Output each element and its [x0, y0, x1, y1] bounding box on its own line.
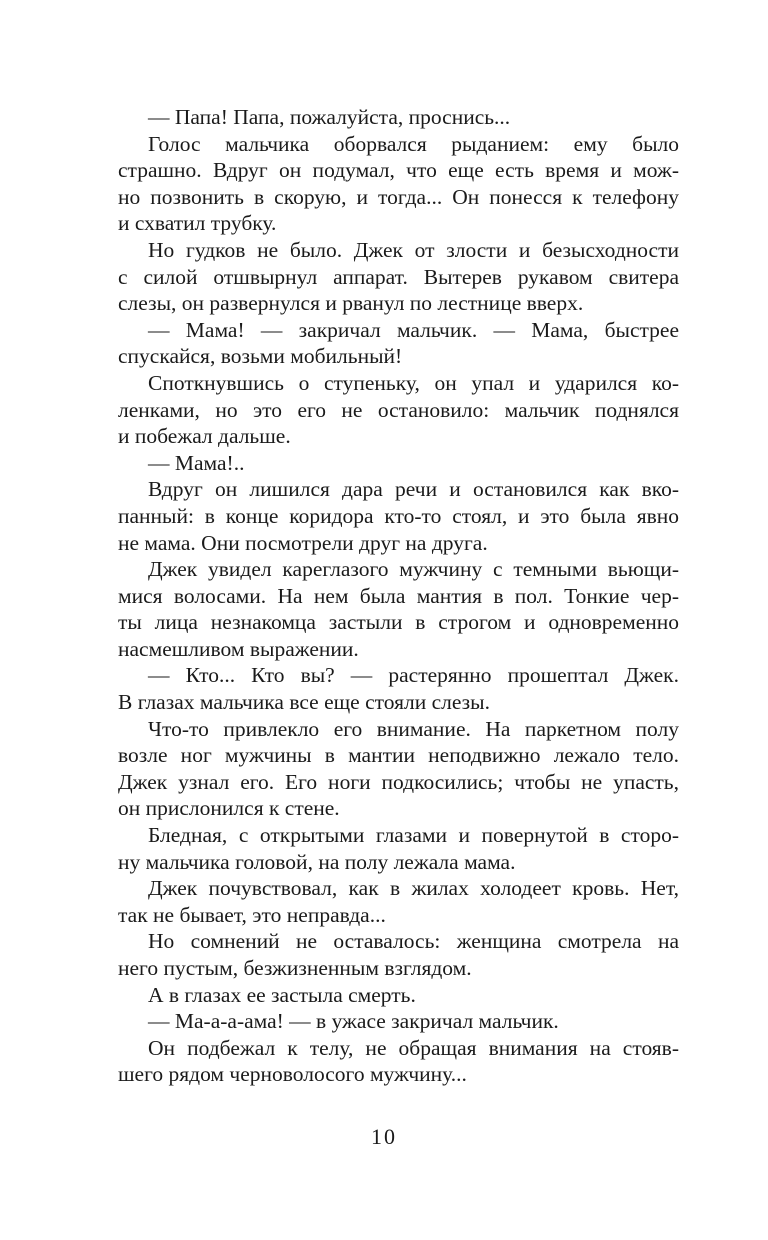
- text-line: Что-то привлекло его внимание. На паркетном полу: [148, 716, 679, 741]
- paragraph-9: [118, 662, 679, 715]
- text-line: шего рядом черноволосого мужчину...: [118, 1062, 467, 1087]
- text-line: Он подбежал к телу, не обращая внимания на стояв-: [148, 1035, 679, 1060]
- text-line: спускайся, возьми мобильный!: [118, 344, 403, 369]
- text-line: Но гудков не было. Джек от злости и безысходности: [148, 237, 679, 262]
- text-line: насмешливом выражении.: [118, 636, 359, 661]
- text-line: так не бывает, это неправда...: [118, 902, 386, 927]
- paragraph-14: [118, 982, 679, 1009]
- paragraph-15: [118, 1008, 679, 1035]
- paragraph-2: [118, 131, 679, 237]
- paragraph-4: [118, 317, 679, 370]
- text-line: панный: в конце коридора кто-то стоял, и это была явно: [118, 503, 679, 528]
- text-line: Джек почувствовал, как в жилах холодеет кровь. Нет,: [148, 876, 679, 901]
- paragraph-12: [118, 875, 679, 928]
- text-line: — Мама!..: [148, 450, 245, 475]
- text-line: А в глазах ее застыла смерть.: [148, 982, 416, 1007]
- page-number: 10: [371, 1124, 397, 1149]
- page-text: [118, 104, 679, 1088]
- text-line: не мама. Они посмотрели друг на друга.: [118, 530, 488, 555]
- paragraph-10: [118, 716, 679, 822]
- text-line: Вдруг он лишился дара речи и остановился как вко-: [148, 477, 679, 502]
- text-line: — Ма-а-а-ама! — в ужасе закричал мальчик.: [148, 1009, 559, 1034]
- text-line: и побежал дальше.: [118, 424, 291, 449]
- text-line: ленками, но это его не остановило: мальчик поднялся: [118, 397, 679, 422]
- text-line: Споткнувшись о ступеньку, он упал и ударился ко-: [148, 370, 679, 395]
- text-line: Но сомнений не оставалось: женщина смотрела на: [148, 929, 679, 954]
- text-line: — Мама! — закричал мальчик. — Мама, быстрее: [148, 317, 679, 342]
- paragraph-16: [118, 1035, 679, 1088]
- text-line: Джек узнал его. Его ноги подкосились; чтобы не упасть,: [118, 769, 679, 794]
- paragraph-1: [118, 104, 679, 131]
- text-line: В глазах мальчика все еще стояли слезы.: [118, 690, 490, 715]
- text-line: Голос мальчика оборвался рыданием: ему было: [148, 131, 679, 156]
- paragraph-8: [118, 556, 679, 662]
- text-line: ну мальчика головой, на полу лежала мама.: [118, 849, 516, 874]
- text-line: и схватил трубку.: [118, 211, 277, 236]
- text-line: Бледная, с открытыми глазами и повернутой в сторо-: [148, 823, 679, 848]
- text-line: ты лица незнакомца застыли в строгом и одновременно: [118, 610, 679, 635]
- text-line: — Папа! Папа, пожалуйста, проснись...: [148, 105, 511, 129]
- text-line: страшно. Вдруг он подумал, что еще есть время и мож-: [118, 158, 679, 183]
- text-line: него пустым, безжизненным взглядом.: [118, 956, 472, 980]
- paragraph-7: [118, 476, 679, 556]
- text-line: но позвонить в скорую, и тогда... Он понесся к телефону: [118, 184, 679, 209]
- paragraph-3: [118, 237, 679, 317]
- paragraph-11: [118, 822, 679, 875]
- text-line: — Кто... Кто вы? — растерянно прошептал Джек.: [148, 663, 679, 688]
- text-line: он прислонился к стене.: [118, 796, 340, 821]
- text-line: возле ног мужчины в мантии неподвижно лежало тело.: [118, 743, 679, 768]
- paragraph-13: [118, 928, 679, 981]
- text-line: с силой отшвырнул аппарат. Вытерев рукавом свитера: [118, 264, 679, 289]
- text-line: мися волосами. На нем была мантия в пол. Тонкие чер-: [118, 583, 679, 608]
- paragraph-6: [118, 450, 679, 477]
- text-line: Джек увидел кареглазого мужчину с темными вьющи-: [148, 557, 679, 582]
- text-line: слезы, он развернулся и рванул по лестнице вверх.: [118, 291, 584, 316]
- paragraph-5: [118, 370, 679, 450]
